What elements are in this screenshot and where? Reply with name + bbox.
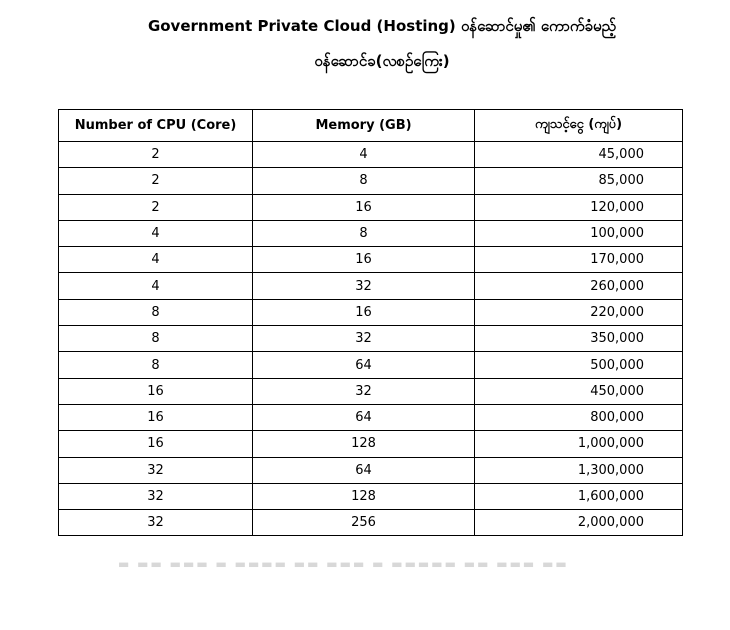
- table-row: [59, 273, 683, 299]
- cell-memory: 64: [253, 352, 475, 378]
- cell-price: 350,000: [475, 326, 683, 352]
- cell-memory: 256: [253, 510, 475, 536]
- table-row: [59, 168, 683, 194]
- cell-price: 120,000: [475, 194, 683, 220]
- table-header-row: [59, 110, 683, 142]
- cell-cpu: 2: [59, 142, 253, 168]
- cell-price: 500,000: [475, 352, 683, 378]
- cell-memory: 4: [253, 142, 475, 168]
- cell-price: 170,000: [475, 247, 683, 273]
- table-row: [59, 378, 683, 404]
- table-row: [59, 142, 683, 168]
- cell-memory: 32: [253, 326, 475, 352]
- page-title: Government Private Cloud (Hosting) ဝန်ဆောင်မှု၏ ကောက်ခံမည့်: [147, 17, 617, 35]
- cell-memory: 16: [253, 299, 475, 325]
- cell-memory: 32: [253, 378, 475, 404]
- table-row: [59, 352, 683, 378]
- cell-memory: 16: [253, 194, 475, 220]
- cell-price: 85,000: [475, 168, 683, 194]
- table-row: [59, 326, 683, 352]
- cell-price: 220,000: [475, 299, 683, 325]
- cell-price: 2,000,000: [475, 510, 683, 536]
- cell-cpu: 32: [59, 510, 253, 536]
- cell-cpu: 16: [59, 431, 253, 457]
- faded-footnote: ▬ ▬▬ ▬▬▬ ▬ ▬▬▬▬ ▬▬ ▬▬▬ ▬ ▬▬▬▬▬ ▬▬ ▬▬▬ ▬▬: [118, 560, 569, 568]
- cell-price: 100,000: [475, 220, 683, 246]
- cell-cpu: 8: [59, 352, 253, 378]
- cell-cpu: 16: [59, 404, 253, 430]
- column-header-price: ကျသင့်ငွေ (ကျပ်): [475, 110, 683, 142]
- cell-price: 450,000: [475, 378, 683, 404]
- cell-memory: 32: [253, 273, 475, 299]
- table-row: [59, 457, 683, 483]
- cell-price: 45,000: [475, 142, 683, 168]
- column-header-cpu: Number of CPU (Core): [59, 110, 253, 142]
- cell-memory: 128: [253, 431, 475, 457]
- cell-cpu: 32: [59, 483, 253, 509]
- cell-price: 1,600,000: [475, 483, 683, 509]
- cell-price: 260,000: [475, 273, 683, 299]
- table-row: [59, 220, 683, 246]
- cell-cpu: 8: [59, 299, 253, 325]
- page-subtitle: ဝန်ဆောင်ခ(လစဉ်ကြေး): [314, 52, 450, 70]
- cell-cpu: 16: [59, 378, 253, 404]
- cell-memory: 16: [253, 247, 475, 273]
- cell-cpu: 32: [59, 457, 253, 483]
- cell-memory: 8: [253, 168, 475, 194]
- cell-price: 800,000: [475, 404, 683, 430]
- table-row: [59, 299, 683, 325]
- cell-memory: 8: [253, 220, 475, 246]
- table-row: [59, 431, 683, 457]
- cell-cpu: 4: [59, 220, 253, 246]
- cell-cpu: 2: [59, 194, 253, 220]
- table-row: [59, 194, 683, 220]
- column-header-memory: Memory (GB): [253, 110, 475, 142]
- cell-price: 1,300,000: [475, 457, 683, 483]
- cell-cpu: 4: [59, 247, 253, 273]
- pricing-table: [58, 109, 683, 536]
- cell-memory: 128: [253, 483, 475, 509]
- table-row: [59, 483, 683, 509]
- cell-memory: 64: [253, 404, 475, 430]
- cell-cpu: 8: [59, 326, 253, 352]
- table-row: [59, 510, 683, 536]
- table-header: [59, 110, 683, 142]
- table-body: [59, 142, 683, 536]
- cell-cpu: 2: [59, 168, 253, 194]
- table-row: [59, 404, 683, 430]
- cell-cpu: 4: [59, 273, 253, 299]
- table-row: [59, 247, 683, 273]
- cell-memory: 64: [253, 457, 475, 483]
- cell-price: 1,000,000: [475, 431, 683, 457]
